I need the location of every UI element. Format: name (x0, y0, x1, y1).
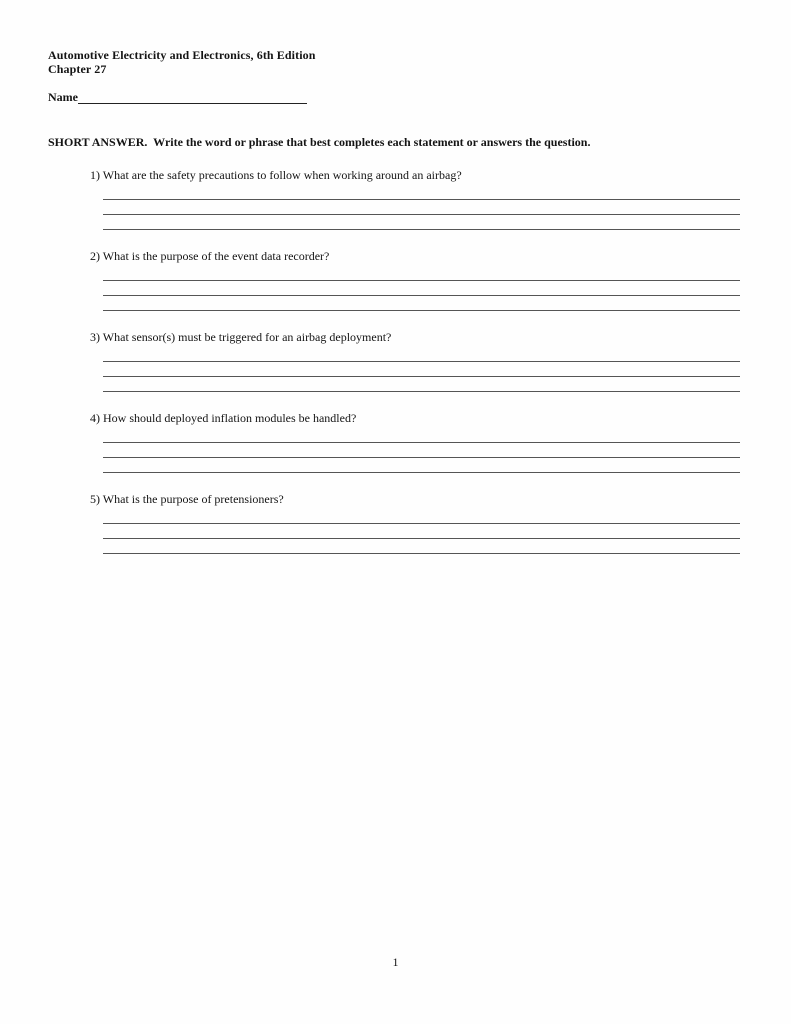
question-item-2 (48, 249, 740, 311)
answer-line (103, 458, 740, 473)
answer-line (103, 347, 740, 362)
question-item-1 (48, 168, 740, 230)
name-blank-line (78, 90, 307, 104)
answer-line (103, 200, 740, 215)
document-title: Automotive Electricity and Electronics, 6th Edition (48, 48, 316, 62)
question-text (90, 330, 740, 344)
answer-line (103, 443, 740, 458)
answer-line (103, 215, 740, 230)
answer-line (103, 428, 740, 443)
question-prompt: How should deployed inflation modules be handled? (103, 411, 357, 425)
question-number: 5) (90, 492, 100, 506)
question-text (90, 492, 740, 506)
document-chapter: Chapter 27 (48, 62, 107, 76)
answer-line (103, 362, 740, 377)
answer-line (103, 509, 740, 524)
answer-lines (103, 509, 740, 554)
question-prompt: What is the purpose of pretensioners? (102, 492, 284, 506)
answer-lines (103, 266, 740, 311)
question-prompt: What sensor(s) must be triggered for an airbag deployment? (102, 330, 392, 344)
question-item-4 (48, 411, 740, 473)
answer-line (103, 281, 740, 296)
question-text (90, 249, 740, 263)
answer-line (103, 296, 740, 311)
answer-line (103, 539, 740, 554)
question-prompt: What is the purpose of the event data recorder? (102, 249, 330, 263)
question-item-5 (48, 492, 740, 554)
document-header (48, 48, 740, 76)
question-number: 4) (90, 411, 100, 425)
question-number: 2) (90, 249, 100, 263)
section-heading: SHORT ANSWER. Write the word or phrase that best completes each statement or answers the question. (48, 135, 591, 149)
answer-lines (103, 347, 740, 392)
answer-lines (103, 428, 740, 473)
question-text (90, 411, 740, 425)
answer-line (103, 377, 740, 392)
name-label: Name (48, 90, 78, 104)
question-text (90, 168, 740, 182)
answer-line (103, 185, 740, 200)
answer-line (103, 266, 740, 281)
question-prompt: What are the safety precautions to follow when working around an airbag? (102, 168, 462, 182)
question-number: 3) (90, 330, 100, 344)
question-item-3 (48, 330, 740, 392)
answer-line (103, 524, 740, 539)
question-number: 1) (90, 168, 100, 182)
name-row (48, 90, 740, 105)
page-number: 1 (392, 955, 399, 969)
answer-lines (103, 185, 740, 230)
